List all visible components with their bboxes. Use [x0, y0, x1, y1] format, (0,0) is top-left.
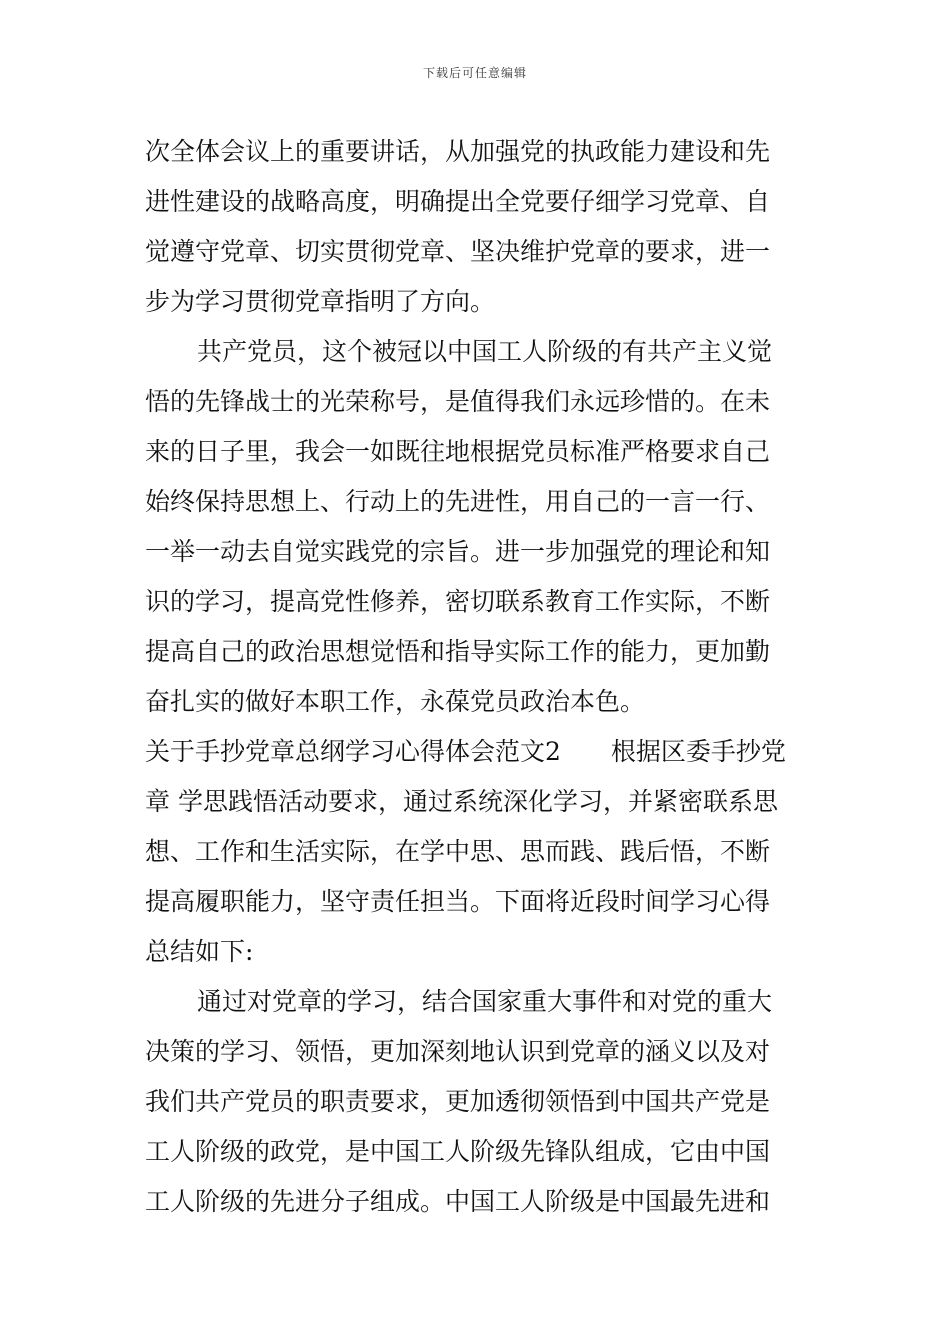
paragraph-start-line: 共产党员，这个被冠以中国工人阶级的有共产主义觉	[197, 337, 773, 366]
document-body	[145, 127, 807, 1227]
text-line: 始终保持思想上、行动上的先进性，用自己的一言一行、	[145, 487, 771, 516]
text-line: 一举一动去自觉实践党的宗旨。进一步加强党的理论和知	[145, 537, 771, 566]
text-line: 我们共产党员的职责要求，更加透彻领悟到中国共产党是	[145, 1087, 771, 1116]
text-line: 进性建设的战略高度，明确提出全党要仔细学习党章、自	[145, 187, 771, 216]
paragraph-start-line: 通过对党章的学习，结合国家重大事件和对党的重大	[197, 987, 773, 1016]
text-line: 想、工作和生活实际，在学中思、思而践、践后悟，不断	[145, 837, 771, 866]
text-line: 提高履职能力，坚守责任担当。下面将近段时间学习心得	[145, 887, 771, 916]
text-line: 决策的学习、领悟，更加深刻地认识到党章的涵义以及对	[145, 1037, 771, 1066]
text-line: 工人阶级的先进分子组成。中国工人阶级是中国最先进和	[145, 1187, 771, 1216]
text-line: 章 学思践悟活动要求，通过系统深化学习，并紧密联系思	[145, 787, 778, 816]
text-line: 悟的先锋战士的光荣称号，是值得我们永远珍惜的。在未	[145, 387, 771, 416]
text-line: 次全体会议上的重要讲话，从加强党的执政能力建设和先	[145, 137, 771, 166]
text-line: 提高自己的政治思想觉悟和指导实际工作的能力，更加勤	[145, 637, 771, 666]
section-title-line: 关于手抄党章总纲学习心得体会范文2 根据区委手抄党	[145, 737, 786, 766]
text-line: 奋扎实的做好本职工作，永葆党员政治本色。	[145, 687, 646, 716]
text-line: 总结如下:	[145, 937, 254, 966]
text-line: 来的日子里，我会一如既往地根据党员标准严格要求自己	[145, 437, 771, 466]
text-line: 步为学习贯彻党章指明了方向。	[145, 287, 496, 316]
text-line: 识的学习，提高党性修养，密切联系教育工作实际，不断	[145, 587, 771, 616]
text-line: 觉遵守党章、切实贯彻党章、坚决维护党章的要求，进一	[145, 237, 771, 266]
text-line: 工人阶级的政党，是中国工人阶级先锋队组成，它由中国	[145, 1137, 771, 1166]
page-header-note: 下载后可任意编辑	[422, 66, 527, 80]
